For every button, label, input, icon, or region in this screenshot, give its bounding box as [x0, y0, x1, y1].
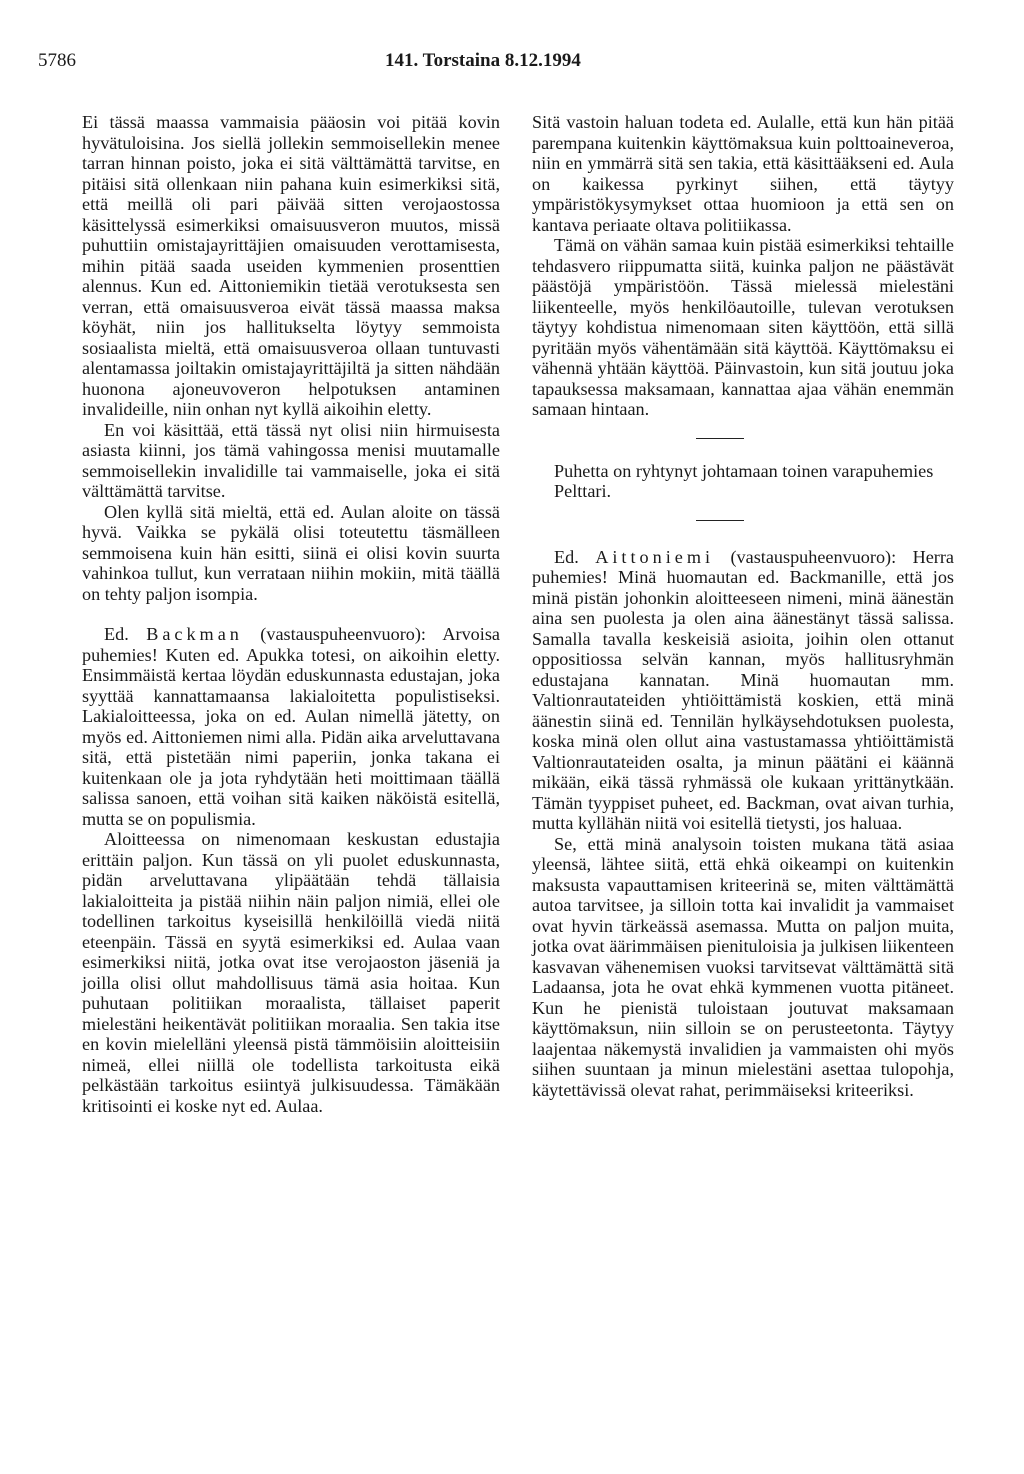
paragraph: Tämä on vähän samaa kuin pistää esimerkiksi tehtaille tehdasvero riippumatta siitä, kuinka paljon ne päästävät päästöjä ympäristöön. Tässä mielessä mielestäni liikenteelle, myös henkilöautoille, tulevan verotuksen täytyy kohdistua nimenomaan siten käyttöön, että sillä pyritään myös vähentämään sitä käyttöä. Käyttömaksu ei vähennä yhtään käyttöä. Päinvastoin, kun sitä joutuu joka tapauksessa maksamaan, kannattaa ajaa vähän enemmän samaan hintaan.	[532, 235, 954, 419]
paragraph: Se, että minä analysoin toisten mukana tätä asiaa yleensä, lähtee siitä, että ehkä oikeampi on kuitenkin maksusta vapauttamisen kriteerinä se, miten välttämättä autoa tarvitsee, ja silloin totta kai invalidit ja vammaiset ovat hyvin tärkeässä asemassa. Mutta on paljon muita, jotka ovat äärimmäisen pienituloisia ja julkisen liikenteen kasvavan vähenemisen vuoksi tarvitsevat välttämättä sitä Ladaansa, jota he ovat ehkä kymmenen vuotta pitäneet. Kun he pienistä tuloistaan joutuvat maksamaan käyttömaksun, niin silloin se on perusteetonta. Täytyy laajentaa näkemystä invalidien ja vammaisten ohi myös siihen suuntaan ja minun mielestäni asettaa tulopohja, käytettävissä olevat rahat, perimmäiseksi kriteeriksi.	[532, 833, 954, 1100]
speech-aittoniemi	[532, 547, 954, 834]
speech-text: (vastauspuheenvuoro): Arvoisa puhemies! Kuten ed. Apukka totesi, on aikoihin eletty. Ensimmäistä kertaa löydän eduskunnasta edustajan, joka syyttää kannattamaansa lakialoitetta populistiseksi. Lakialoitteessa, joka on ed. Aulan nimellä jätetty, on myös ed. Aittoniemen nimi alla. Pidän aika arveluttavana sitä, että pistetään nimi paperiin, jonka takana ei kuitenkaan ole ja jota ryhdytään heti moittimaan täällä salissa sanoen, että voihan sitä kaiken näköistä esitellä, mutta se on populismia.	[82, 624, 500, 829]
running-head: 141. Torstaina 8.12.1994	[385, 50, 581, 71]
chair-announcement: Puhetta on ryhtynyt johtamaan toinen varapuhemies Pelttari.	[554, 460, 934, 501]
paragraph: Ei tässä maassa vammaisia pääosin voi pitää kovin hyvätuloisina. Jos siellä jollekin semmoisellekin menee tarran hinnan poisto, joka ei sitä välttämättä tarvitse, en pitäisi sitä ollenkaan niin pahana kuin esimerkiksi sitä, että meillä oli pari päivää sitten verojaostossa käsittelyssä esimerkiksi omaisuusveron muutos, missä puhuttiin omistajayrittäjien omaisuuden verottamisesta, mihin pitää saada useiden kymmenien prosenttien alennus. Kun ed. Aittoniemikin tietää verotuksesta sen verran, että omaisuusveroa eivät tässä maassa maksa köyhät, niin jos hallitukselta löytyy semmoista sosiaalista mieltä, että omaisuusveroa ollaan tuntuvasti alentamassa joiltakin omistajayrittäjiltä ja sitten nähdään huonona ajoneuvoveron helpotuksen antaminen invalideille, niin onhan nyt kyllä aikoihin eletty.	[82, 112, 500, 419]
left-column	[82, 112, 500, 1116]
speech-text: (vastauspuheenvuoro): Herra puhemies! Minä huomautan ed. Backmanille, että jos minä pistän johonkin aloitteeseen nimeni, minä äänestän aina sen puolesta ja olen aina äänestänyt tässä salissa. Samalla tavalla keskeisiä asioita, joihin olen ottanut oppositiossa selvän kannan, myös hallitusryhmän edustajana kannatan. Minä huomautan mm. Valtionrautateiden yhtiöittämistä koskien, että minä äänestin siinä ed. Tennilän hylkäysehdotuksen puolesta, koska minä olen ollut aina vastustamassa yhtiöittämistä Valtionrautateiden osalta, ja minun päätäni ei käännä mikään, eikä tässä ryhmässä ole kukaan yrittänytkään. Tämän tyyppiset puheet, ed. Backman, ovat aivan turhia, mutta kyllähän niitä voi esitellä tietysti, jos haluaa.	[532, 546, 954, 833]
right-column	[532, 112, 954, 1100]
speaker-prefix: Ed.	[554, 546, 596, 567]
speaker-prefix: Ed.	[104, 624, 147, 644]
speaker-name: Aittoniemi	[595, 546, 715, 567]
speaker-name: Backman	[146, 624, 243, 644]
paragraph: En voi käsittää, että tässä nyt olisi niin hirmuisesta asiasta kiinni, jos tämä vahingossa menisi muutamalle semmoisellekin invalidille tai vammaiselle, joka ei sitä välttämättä tarvitse.	[82, 419, 500, 501]
paragraph: Aloitteessa on nimenomaan keskustan edustajia erittäin paljon. Kun tässä on yli puolet eduskunnasta, pidän arveluttavana ylipäätään tehdä tällaisia lakialoitteita ja pistää niihin näin paljon nimiä, ellei ole todellinen tarkoitus kyseisillä henkilöillä viedä niitä eteenpäin. Tässä en syytä esimerkiksi ed. Aulaa vaan esimerkiksi niitä, jotka ovat itse verojaoston jäseniä ja joilla olisi ollut mahdollisuus tämä asia hoitaa. Kun puhutaan politiikan moraalista, tällaiset paperit mielestäni heikentävät politiikan moraalia. Sen takia itse en kovin mielelläni yleensä pistä tämmöisiin aloitteisiin nimeä, ellei niillä ole todellista tarkoitusta eikä pelkästään tarkoitus esiintyä julkisuudessa. Tämäkään kritisointi ei koske nyt ed. Aulaa.	[82, 829, 500, 1116]
section-divider	[696, 520, 744, 521]
page-number: 5786	[38, 50, 76, 71]
paragraph: Olen kyllä sitä mieltä, että ed. Aulan aloite on tässä hyvä. Vaikka se pykälä olisi toteutettu täsmälleen semmoisena kuin hän esitti, siinä ei olisi kovin suurta vahinkoa tullut, kun verrataan niihin mokiin, mitä täällä on tehty paljon isompia.	[82, 501, 500, 604]
paragraph: Sitä vastoin haluan todeta ed. Aulalle, että kun hän pitää parempana kuitenkin käyttömaksua kuin polttoaineveroa, niin en ymmärrä sitä sen takia, että käsittääkseni ed. Aula on kaikessa pyrkinyt siihen, että täytyy ympäristökysymykset ottaa huomioon ja että sen on kantava periaate oltava politiikassa.	[532, 112, 954, 235]
section-divider	[696, 438, 744, 439]
speech-backman	[82, 624, 500, 829]
